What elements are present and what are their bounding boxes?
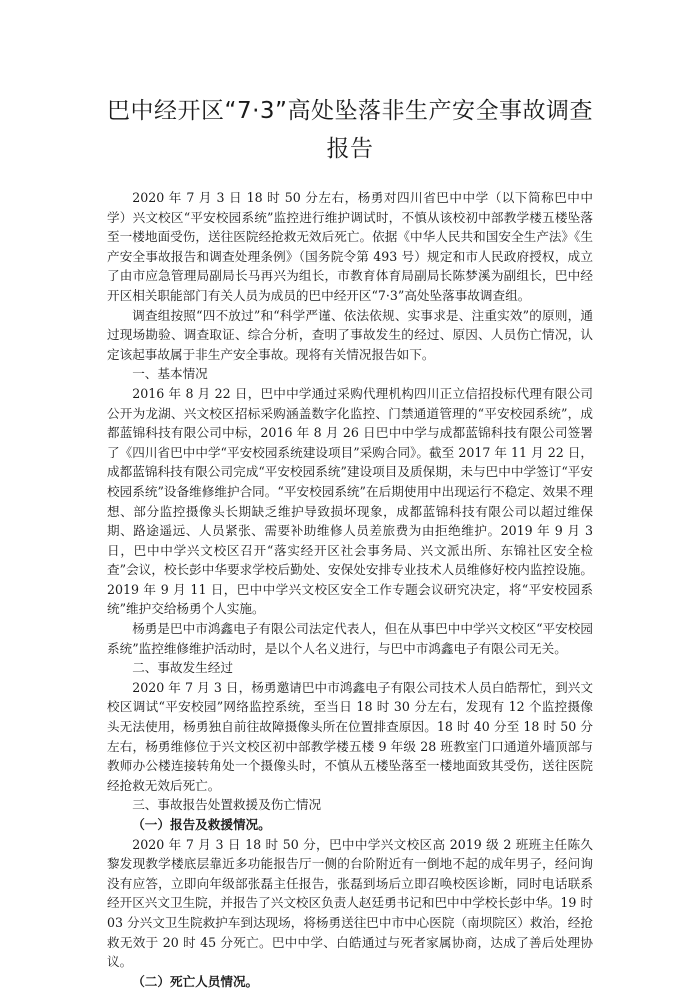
subsection-heading: （一）报告及救援情况。: [132, 817, 271, 832]
subsection-heading: （二）死亡人员情况。: [132, 973, 259, 989]
document-body: [107, 188, 593, 991]
body-paragraph: 2020 年 7 月 3 日 18 时 50 分左右，杨勇对四川省巴中中学（以下简称巴中中学）兴文校区“平安校园系统”监控进行维护调试时，不慎从该校初中部教学楼五楼坠落至一楼地面受伤，送往医院经抢救无效后死亡。依据《中华人民共和国安全生产法》《生产安全事故报告和调查处理条例》（国务院令第 493 号）规定和市人民政府授权，成立了由市应急管理局副局长马再兴为组长，市教育体育局副局长陈梦溪为副组长，巴中经开区相关职能部门有关人员为成员的巴中经开区“7·3”高处坠落事故调查组。: [107, 190, 593, 303]
section-heading: 三、事故报告处置救援及伤亡情况: [132, 797, 322, 813]
body-paragraph: 2016 年 8 月 22 日，巴中中学通过采购代理机构四川正立信招投标代理有限公司公开为龙湖、兴文校区招标采购涵盖数字化监控、门禁通道管理的“平安校园系统”，成都蓝锦科技有限公司中标，2016 年 8 月 26 日巴中中学与成都蓝锦科技有限公司签署了《四川省巴中中学“平安校园系统建设项目”采购合同》。截至 2017 年 11 月 22 日，成都蓝锦科技有限公司完成“平安校园系统”建设项目及质保期，未与巴中中学签订“平安校园系统”设备维修维护合同。“平安校园系统”在后期使用中出现运行不稳定、效果不理想、部分监控摄像头长期缺乏维护导致损坏现象，成都蓝锦科技有限公司以超过维保期、路途遥远、人员紧张、需要补助维修人员差旅费为由拒绝维护。2019 年 9 月 3 日，巴中中学兴文校区召开“落实经开区社会事务局、兴文派出所、东锦社区安全检查”会议，校长彭中华要求学校后勤处、安保处安排专业技术人员维修好校内监控设施。2019 年 9 月 11 日，巴中中学兴文校区安全工作专题会议研究决定，将“平安校园系统”维护交给杨勇个人实施。: [107, 385, 593, 617]
body-paragraph: 调查组按照“四不放过”和“科学严谨、依法依规、实事求是、注重实效”的原则，通过现场勘验、调查取证、综合分析，查明了事故发生的经过、原因、人员伤亡情况，认定该起事故属于非生产安全事故。现将有关情况报告如下。: [107, 307, 593, 362]
body-paragraph: 杨勇是巴中市鸿鑫电子有限公司法定代表人，但在从事巴中中学兴文校区“平安校园系统”监控维修维护活动时，是以个人名义进行，与巴中市鸿鑫电子有限公司无关。: [107, 621, 593, 656]
section-heading: 二、事故发生经过: [132, 660, 233, 676]
body-paragraph: 2020 年 7 月 3 日，杨勇邀请巴中市鸿鑫电子有限公司技术人员白皓帮忙，到兴文校区调试“平安校园”网络监控系统，至当日 18 时 30 分左右，发现有 12 个监控摄像头无法使用，杨勇独自前往故障摄像头所在位置排查原因。18 时 40 分至 18 时 50 分左右，杨勇维修位于兴文校区初中部教学楼五楼 9 年级 28 班教室门口通道外墙顶部与教师办公楼连接转角处一个摄像头时，不慎从五楼坠落至一楼地面致其受伤，送往医院经抢救无效后死亡。: [107, 679, 593, 793]
body-paragraph: 2020 年 7 月 3 日 18 时 50 分，巴中中学兴文校区高 2019 级 2 班班主任陈久黎发现教学楼底层靠近多功能报告厅一侧的台阶附近有一倒地不起的成年男子，经问询没有应答，立即向年级部张磊主任报告，张磊到场后立即召唤校医诊断，同时电话联系经开区兴文卫生院，并报告了兴文校区负责人赵廷勇书记和巴中中学校长彭中华。19 时 03 分兴文卫生院救护车到达现场，将杨勇送往巴中市中心医院（南坝院区）救治，经抢救无效于 20 时 45 分死亡。巴中中学、白皓通过与死者家属协商，达成了善后处理协议。: [107, 836, 593, 970]
section-heading: 一、基本情况: [132, 366, 208, 382]
document-title: 巴中经开区“7·3”高处坠落非生产安全事故调查报告: [107, 98, 593, 162]
